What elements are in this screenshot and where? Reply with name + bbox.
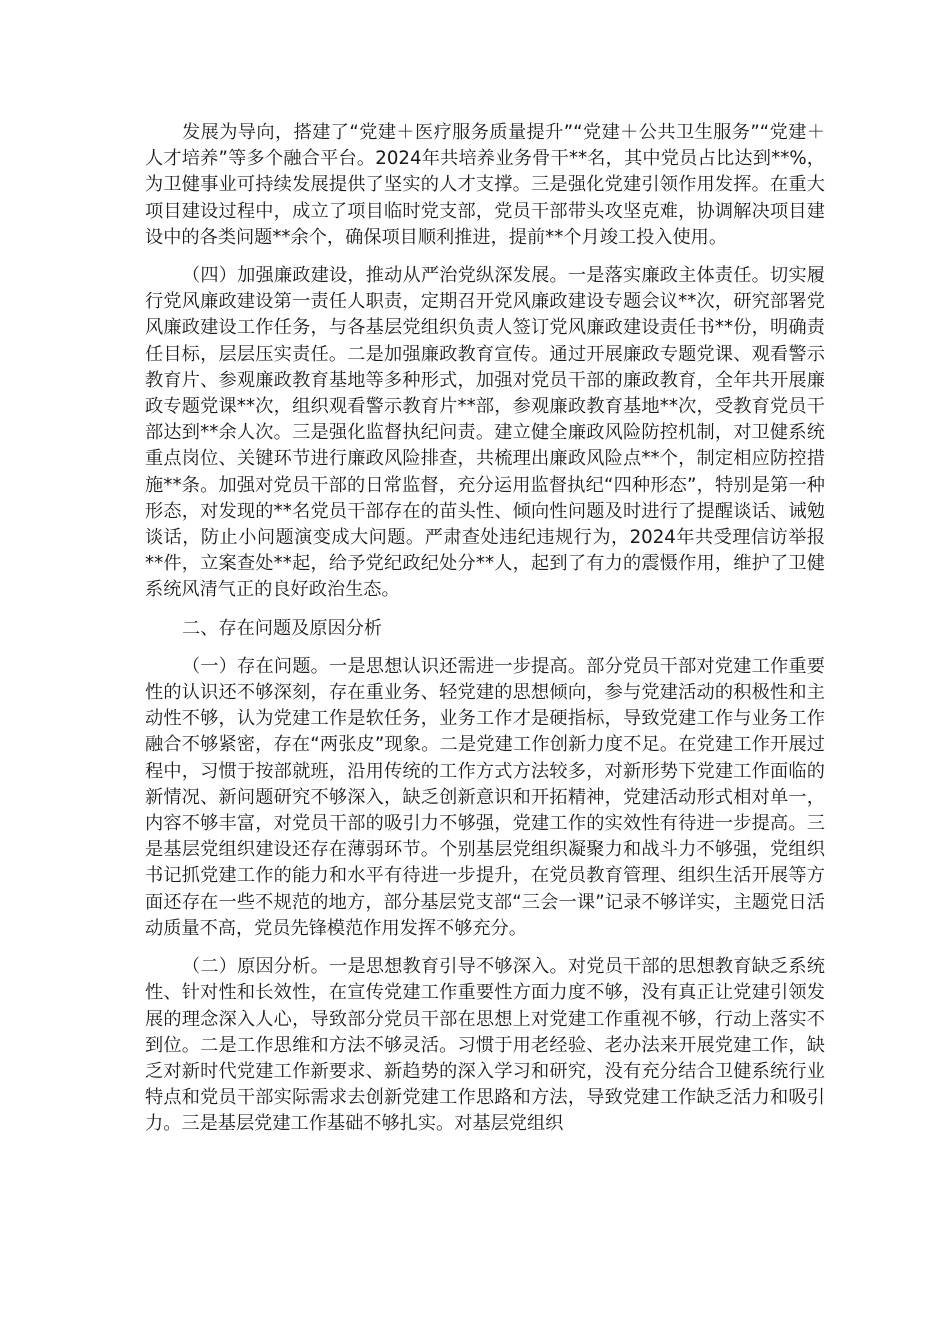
- paragraph-talent-platforms: 发展为导向，搭建了“党建＋医疗服务质量提升”“党建＋公共卫生服务”“党建＋人才培养”等多个融合平台。2024年共培养业务骨干**名，其中党员占比达到**%，为卫健事业可持续发展提供了坚实的人才支撑。三是强化党建引领作用发挥。在重大项目建设过程中，成立了项目临时党支部，党员干部带头攻坚克难，协调解决项目建设中的各类问题**余个，确保项目顺利推进，提前**个月竣工投入使用。: [145, 122, 825, 248]
- section-heading: 二、存在问题及原因分析: [182, 617, 383, 639]
- paragraph-cause-analysis: （二）原因分析。一是思想教育引导不够深入。对党员干部的思想教育缺乏系统性、针对性和长效性，在宣传党建工作重要性方面力度不够，没有真正让党建引领发展的理念深入人心，导致部分党员干部在思想上对党建工作重视不够，行动上落实不到位。二是工作思维和方法不够灵活。习惯于用老经验、老办法来开展党建工作，缺乏对新时代党建工作新要求、新趋势的深入学习和研究，没有充分结合卫健系统行业特点和党员干部实际需求去创新党建工作思路和方法，导致党建工作缺乏活力和吸引力。三是基层党建工作基础不够扎实。对基层党组织: [145, 956, 825, 1135]
- paragraph-existing-problems: （一）存在问题。一是思想认识还需进一步提高。部分党员干部对党建工作重要性的认识还不够深刻，存在重业务、轻党建的思想倾向，参与党建活动的积极性和主动性不够，认为党建工作是软任务，业务工作才是硬指标，导致党建工作与业务工作融合不够紧密，存在“两张皮”现象。二是党建工作创新力度不足。在党建工作开展过程中，习惯于按部就班，沿用传统的工作方式方法较多，对新形势下党建工作面临的新情况、新问题研究不够深入，缺乏创新意识和开拓精神，党建活动形式相对单一，内容不够丰富，对党员干部的吸引力不够强，党建工作的实效性有待进一步提高。三是基层党组织建设还存在薄弱环节。个别基层党组织凝聚力和战斗力不够强，党组织书记抓党建工作的能力和水平有待进一步提升，在党员教育管理、组织生活开展等方面还存在一些不规范的地方，部分基层党支部“三会一课”记录不够详实，主题党日活动质量不高，党员先锋模范作用发挥不够充分。: [145, 655, 825, 939]
- document-page: [145, 120, 825, 1150]
- paragraph-integrity-building: （四）加强廉政建设，推动从严治党纵深发展。一是落实廉政主体责任。切实履行党风廉政建设第一责任人职责，定期召开党风廉政建设专题会议**次，研究部署党风廉政建设工作任务，与各基层党组织负责人签订党风廉政建设责任书**份，明确责任目标，层层压实责任。二是加强廉政教育宣传。通过开展廉政专题党课、观看警示教育片、参观廉政教育基地等多种形式，加强对党员干部的廉政教育，全年共开展廉政专题党课**次，组织观看警示教育片**部，参观廉政教育基地**次，受教育党员干部达到**余人次。三是强化监督执纪问责。建立健全廉政风险防控机制，对卫健系统重点岗位、关键环节进行廉政风险排查，共梳理出廉政风险点**个，制定相应防控措施**条。加强对党员干部的日常监督，充分运用监督执纪“四种形态”，特别是第一种形态，对发现的**名党员干部存在的苗头性、倾向性问题及时进行了提醒谈话、诫勉谈话，防止小问题演变成大问题。严肃查处违纪违规行为，2024年共受理信访举报**件，立案查处**起，给予党纪政纪处分**人，起到了有力的震慑作用，维护了卫健系统风清气正的良好政治生态。: [145, 265, 825, 601]
